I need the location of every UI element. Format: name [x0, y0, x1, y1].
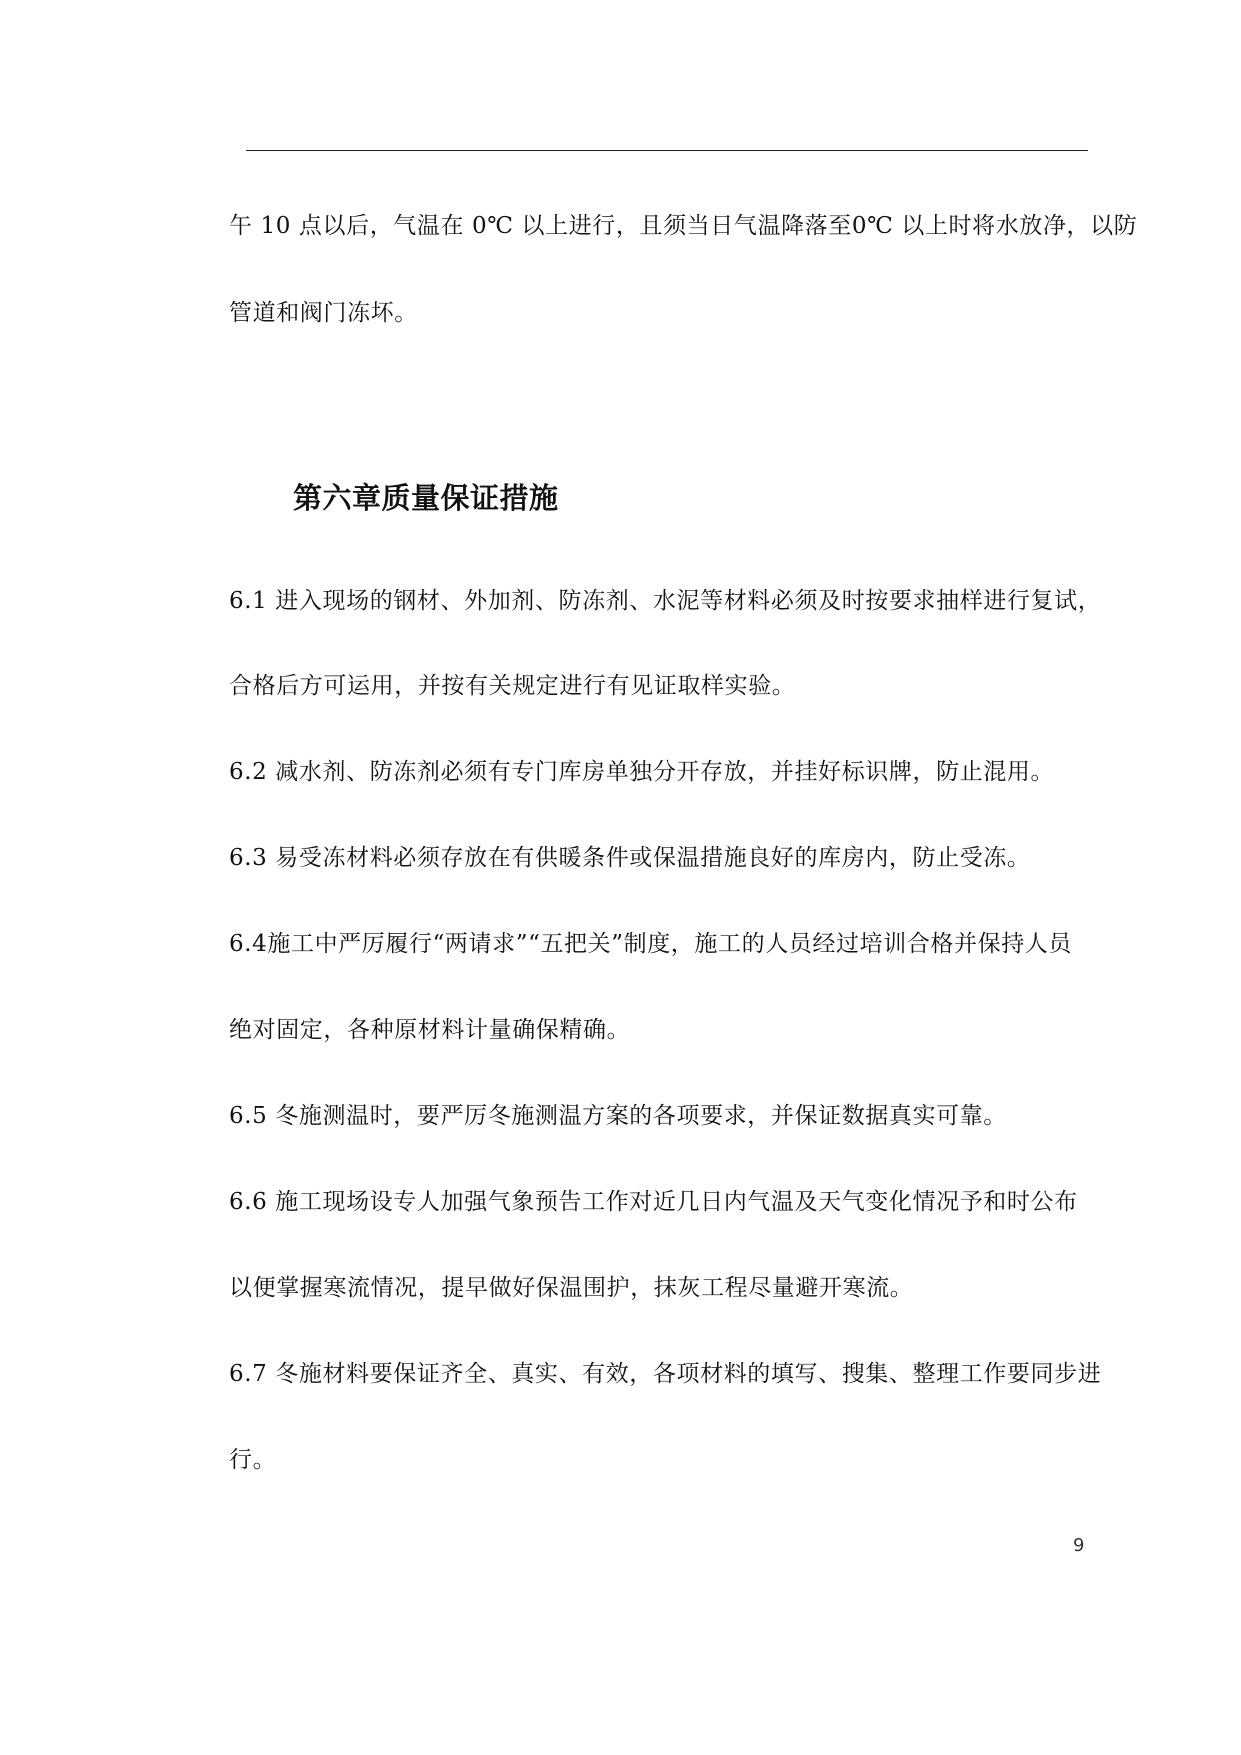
- body-line-5: 6.4施工中严厉履行“两请求”“五把关”制度，施工的人员经过培训合格并保持人员: [229, 931, 1073, 957]
- body-line-11: 行。: [229, 1447, 277, 1473]
- header-rule: [246, 150, 1088, 151]
- chapter-title: 第六章质量保证措施: [293, 481, 559, 515]
- body-line-8: 6.6 施工现场设专人加强气象预告工作对近几日内气温及天气变化情况予和时公布: [229, 1189, 1078, 1215]
- body-line-2: 合格后方可运用，并按有关规定进行有见证取样实验。: [229, 673, 796, 699]
- body-line-4: 6.3 易受冻材料必须存放在有供暖条件或保温措施良好的库房内，防止受冻。: [229, 845, 1031, 871]
- body-line-1: 6.1 进入现场的钢材、外加剂、防冻剂、水泥等材料必须及时按要求抽样进行复试，: [229, 588, 1102, 614]
- body-line-3: 6.2 减水剂、防冻剂必须有专门库房单独分开存放，并挂好标识牌，防止混用。: [229, 759, 1055, 785]
- page-number: 9: [1073, 1535, 1085, 1556]
- body-line-10: 6.7 冬施材料要保证齐全、真实、有效，各项材料的填写、搜集、整理工作要同步进: [229, 1361, 1102, 1387]
- continuation-line-2: 管道和阀门冻坏。: [229, 300, 418, 326]
- continuation-line-1: 午 10 点以后，气温在 0℃ 以上进行，且须当日气温降落至0℃ 以上时将水放净，以防: [229, 213, 1138, 239]
- body-line-9: 以便掌握寒流情况，提早做好保温围护，抹灰工程尽量避开寒流。: [229, 1275, 914, 1301]
- body-line-7: 6.5 冬施测温时，要严厉冬施测温方案的各项要求，并保证数据真实可靠。: [229, 1103, 1007, 1129]
- body-line-6: 绝对固定，各种原材料计量确保精确。: [229, 1017, 631, 1043]
